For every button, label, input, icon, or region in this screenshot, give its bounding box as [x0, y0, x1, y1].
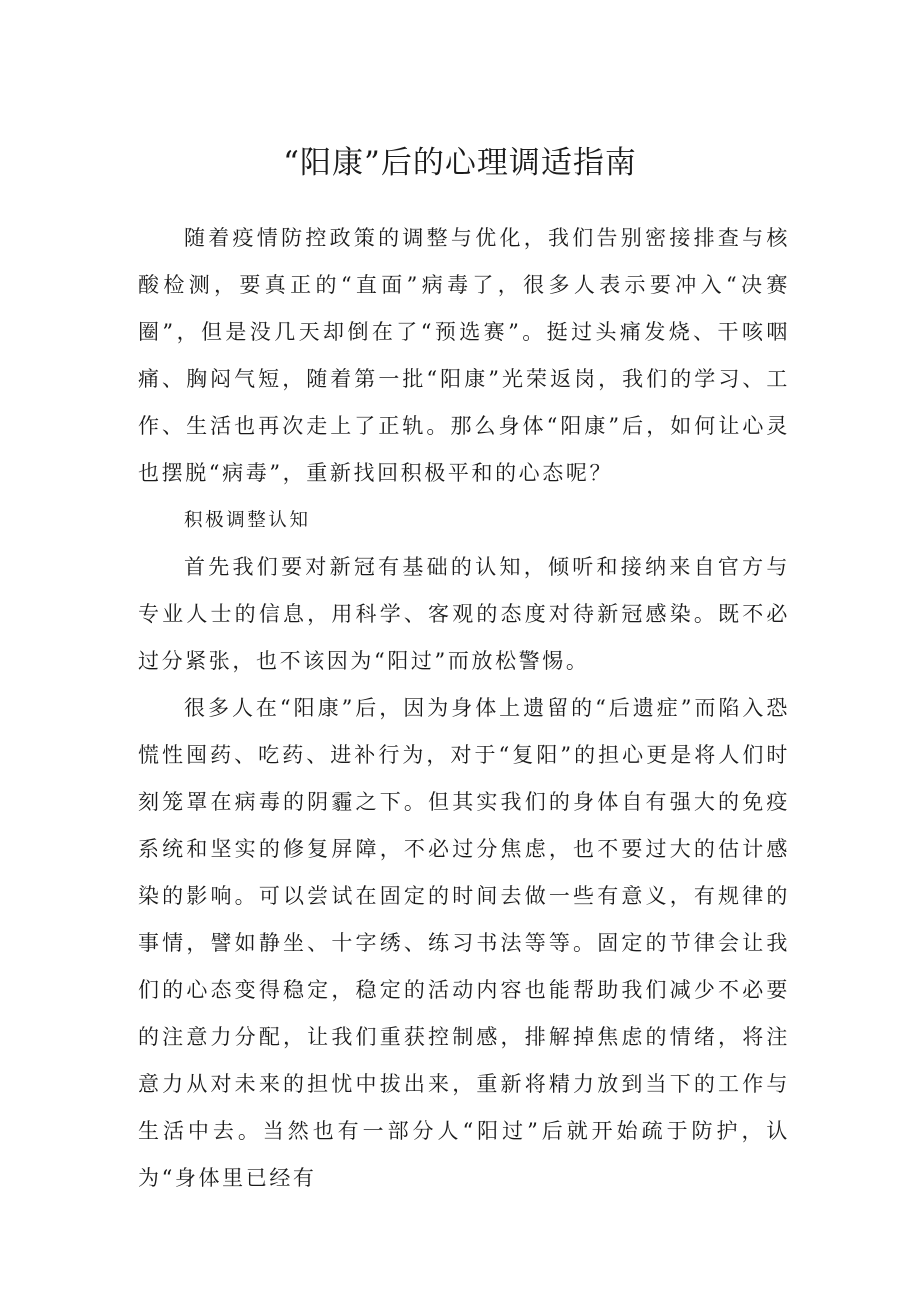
section-paragraph-2: 很多人在“阳康”后，因为身体上遗留的“后遗症”而陷入恐慌性囤药、吃药、进补行为，对于“复阳”的担心更是将人们时刻笼罩在病毒的阴霾之下。但其实我们的身体自有强大的免疫系统和坚实的修复屏障，不必过分焦虑，也不要过大的估计感染的影响。可以尝试在固定的时间去做一些有意义，有规律的事情，譬如静坐、十字绣、练习书法等等。固定的节律会让我们的心态变得稳定，稳定的活动内容也能帮助我们减少不必要的注意力分配，让我们重获控制感，排解掉焦虑的情绪，将注意力从对未来的担忧中拔出来，重新将精力放到当下的工作与生活中去。当然也有一部分人“阳过”后就开始疏于防护，认为“身体里已经有 [138, 696, 790, 1190]
document-title: “阳康”后的心理调适指南 [283, 145, 637, 181]
section-heading: 积极调整认知 [184, 510, 311, 531]
section-paragraph-1: 首先我们要对新冠有基础的认知，倾听和接纳来自官方与专业人士的信息，用科学、客观的态度对待新冠感染。既不必过分紧张，也不该因为“阳过”而放松警惕。 [138, 555, 790, 673]
document-body [138, 215, 790, 1202]
intro-paragraph: 随着疫情防控政策的调整与优化，我们告别密接排查与核酸检测，要真正的“直面”病毒了，很多人表示要冲入“决赛圈”，但是没几天却倒在了“预选赛”。挺过头痛发烧、干咳咽痛、胸闷气短，随着第一批“阳康”光荣返岗，我们的学习、工作、生活也再次走上了正轨。那么身体“阳康”后，如何让心灵也摆脱“病毒”，重新找回积极平和的心态呢？ [138, 226, 790, 485]
